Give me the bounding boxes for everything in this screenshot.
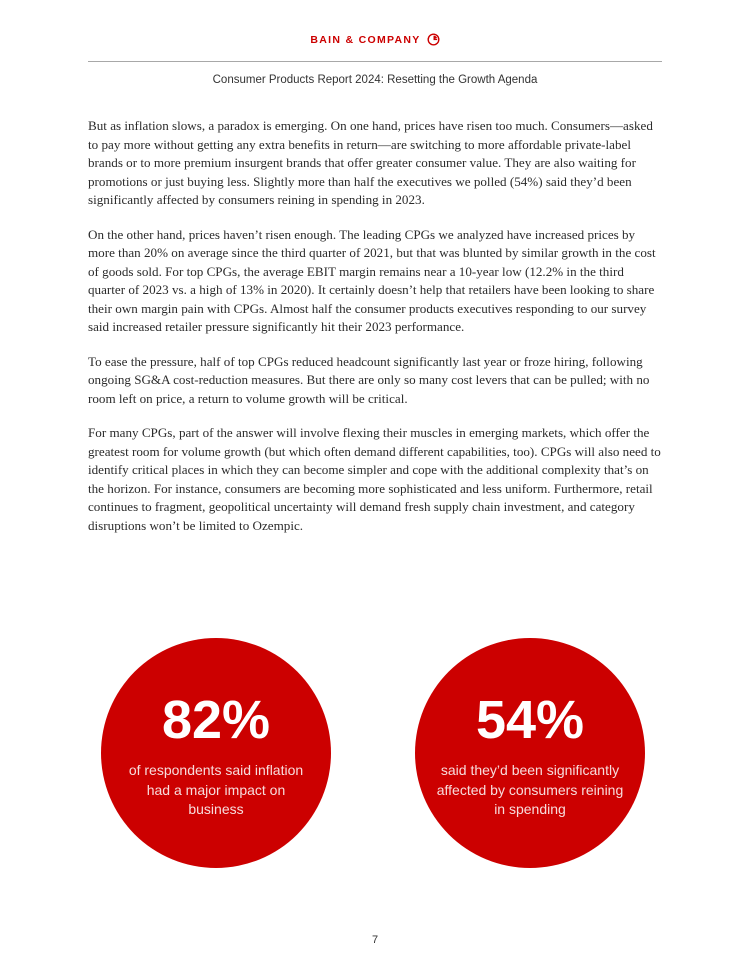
brand-name: BAIN & COMPANY	[310, 33, 421, 46]
stat-value: 82%	[161, 690, 271, 750]
paragraph: But as inflation slows, a paradox is emerging. On one hand, prices have risen too much. Consumers—asked to pay more without getting any extra benefits in return—are switching to more affordable private-label brands or to more premium insurgent brands that offer greater consumer value. They are also waiting for promotions or just buying less. Slightly more than half the executives we polled (54%) said they’d been significantly affected by consumers reining in spending in 2023.	[88, 118, 653, 207]
article-body	[88, 117, 664, 551]
header-divider	[88, 61, 662, 62]
stat-callout-spending	[415, 638, 645, 868]
report-title: Consumer Products Report 2024: Resetting the Growth Agenda	[212, 74, 538, 86]
bain-logo-icon	[427, 33, 440, 46]
stat-value: 54%	[475, 690, 585, 750]
paragraph: On the other hand, prices haven’t risen enough. The leading CPGs we analyzed have increased prices by more than 20% on average since the third quarter of 2021, but that was blunted by similar growth in the cost of goods sold. For top CPGs, the average EBIT margin remains near a 10-year low (12.2% in the third quarter of 2023 vs. a high of 13% in 2020). It certainly doesn’t help that retailers have been looking to share their own margin pain with CPGs. Almost half the consumer products executives responding to our survey said increased retailer pressure significantly hit their 2023 performance.	[88, 226, 656, 334]
stat-description: of respondents said inflation had a major impact on business	[128, 762, 304, 817]
brand-header	[0, 33, 750, 46]
paragraph: For many CPGs, part of the answer will involve flexing their muscles in emerging markets, which offer the greatest room for volume growth (but which often demand different capabilities, too). CPGs will also need to identify critical places in which they can become simpler and cope with the additional complexity that’s on the horizon. For instance, consumers are becoming more sophisticated and less uniform. Furthermore, retail continues to fragment, geopolitical uncertainty will demand fresh supply chain investment, and category disruptions won’t be limited to Ozempic.	[88, 425, 661, 533]
page-number: 7	[371, 934, 379, 946]
paragraph: To ease the pressure, half of top CPGs reduced headcount significantly last year or froze hiring, following ongoing SG&A cost-reduction measures. But there are only so many cost levers that can be pulled; with no room left on price, a return to volume growth will be critical.	[88, 353, 650, 406]
stat-description: said they’d been significantly affected by consumers reining in spending	[436, 762, 624, 817]
stat-callout-inflation	[101, 638, 331, 868]
